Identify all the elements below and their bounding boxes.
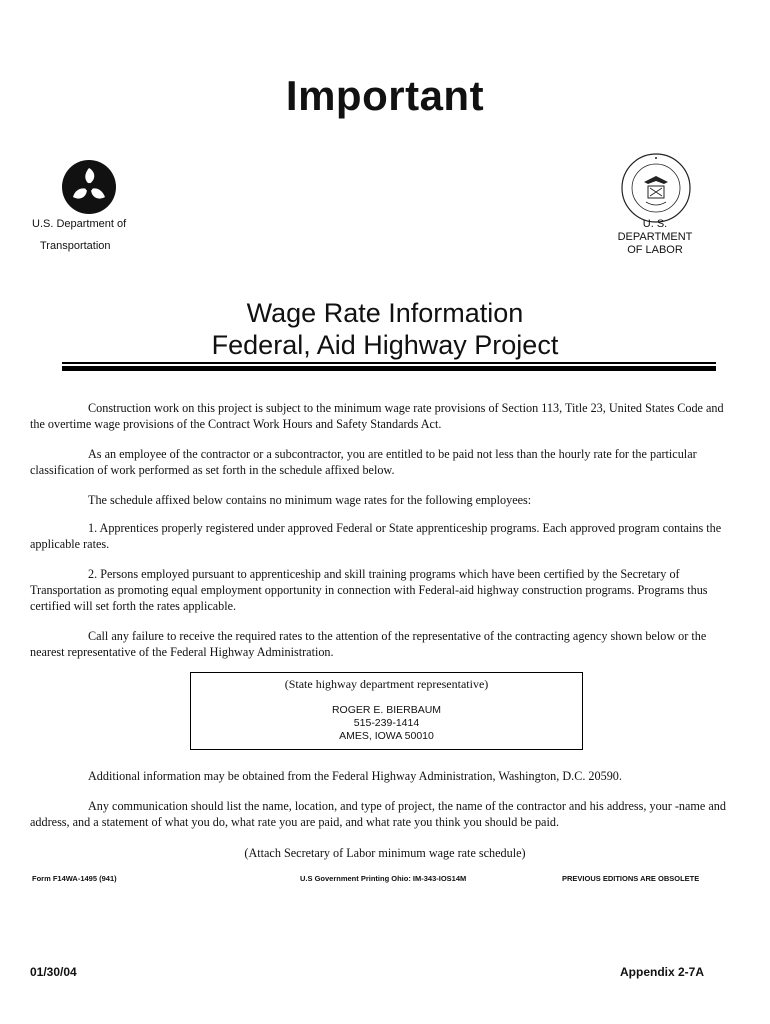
paragraph: 2. Persons employed pursuant to apprenticeship and skill training programs which have been certified by the Secretary of Transportation as promoting equal employment opportunity in connection with Federal-aid highway construction programs. Programs thus certified will set forth the rates applicable. bbox=[30, 567, 708, 613]
obsolete-notice: PREVIOUS EDITIONS ARE OBSOLETE bbox=[562, 874, 700, 883]
representative-box bbox=[190, 672, 583, 750]
form-number: Form F14WA-1495 (941) bbox=[32, 874, 117, 883]
appendix-label: Appendix 2-7A bbox=[620, 965, 705, 979]
title-line1: Wage Rate Information bbox=[246, 298, 524, 328]
paragraph: As an employee of the contractor or a subcontractor, you are entitled to be paid not less than the hourly rate for the particular classification of work performed as set forth in the schedule affixed below. bbox=[30, 447, 697, 477]
title-line2: Federal, Aid Highway Project bbox=[211, 330, 559, 360]
dol-agency-line2: DEPARTMENT bbox=[617, 231, 693, 243]
printing-office: U.S Government Printing Ohio: IM-343-IOS14M bbox=[300, 874, 467, 883]
communication-info: Any communication should list the name, location, and type of project, the name of the contractor and his address, your -name and address, and a statement of what you do, what rate you are paid, and what rate you think you should be paid. bbox=[30, 799, 726, 829]
dol-agency-line3: OF LABOR bbox=[627, 244, 683, 256]
dol-agency-line1: U. S. bbox=[642, 218, 668, 230]
paragraph: The schedule affixed below contains no minimum wage rates for the following employees: bbox=[88, 493, 532, 507]
dol-agency-block bbox=[600, 218, 710, 257]
paragraph: Call any failure to receive the required rates to the attention of the representative of the contracting agency shown below or the nearest representative of the Federal Highway Administration. bbox=[30, 629, 707, 659]
additional-info: Additional information may be obtained from the Federal Highway Administration, Washington, D.C. 20590. bbox=[88, 769, 622, 783]
title-rule-thick bbox=[62, 366, 716, 371]
title-rule-thin bbox=[62, 362, 716, 364]
dot-agency-line1: U.S. Department of bbox=[32, 218, 127, 230]
paragraph: 1. Apprentices properly registered under approved Federal or State apprenticeship programs. Each approved program contains the applicable rates. bbox=[30, 521, 722, 551]
page-heading: Important bbox=[285, 72, 485, 119]
document-date: 01/30/04 bbox=[30, 965, 77, 979]
attach-note: (Attach Secretary of Labor minimum wage rate schedule) bbox=[244, 846, 526, 860]
representative-label: (State highway department representative) bbox=[284, 677, 489, 691]
representative-city: AMES, IOWA 50010 bbox=[339, 730, 434, 742]
dot-logo-icon bbox=[60, 158, 118, 216]
representative-name: ROGER E. BIERBAUM bbox=[331, 704, 442, 716]
dol-seal-icon bbox=[620, 152, 692, 224]
paragraph: Construction work on this project is subject to the minimum wage rate provisions of Section 113, Title 23, United States Code and the overtime wage provisions of the Contract Work Hours and Safety Standards Act. bbox=[30, 401, 724, 431]
dot-agency-line2: Transportation bbox=[40, 240, 111, 252]
representative-phone: 515-239-1414 bbox=[353, 717, 420, 729]
